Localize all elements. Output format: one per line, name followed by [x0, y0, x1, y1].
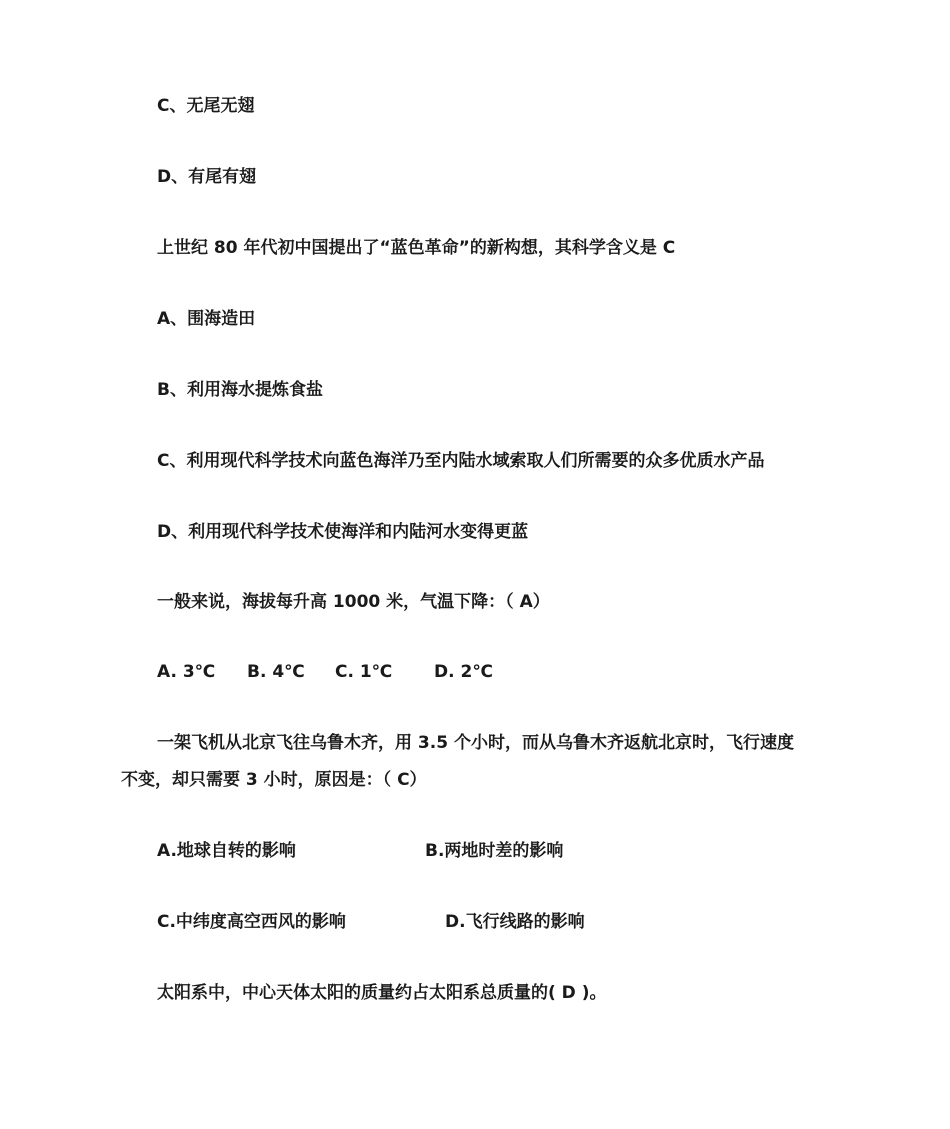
plane-question-line-1: 一架飞机从北京飞往乌鲁木齐，用 3.5 个小时，而从乌鲁木齐返航北京时，飞行速度: [157, 733, 794, 753]
blue-revolution-option-c: C、利用现代科学技术向蓝色海洋乃至内陆水域索取人们所需要的众多优质水产品: [157, 451, 765, 471]
blue-revolution-question: 上世纪 80 年代初中国提出了“蓝色革命”的新构想，其科学含义是 C: [157, 238, 676, 258]
option-c-no-tail-no-wings: C、无尾无翅: [157, 96, 255, 116]
temp-option-a: A. 3℃: [157, 662, 216, 682]
blue-revolution-option-b: B、利用海水提炼食盐: [157, 380, 323, 400]
plane-question-line-2: 不变，却只需要 3 小时，原因是：（ C）: [121, 770, 427, 790]
blue-revolution-option-a: A、围海造田: [157, 309, 256, 329]
solar-system-question: 太阳系中，中心天体太阳的质量约占太阳系总质量的( D )。: [157, 983, 607, 1003]
blue-revolution-option-d: D、利用现代科学技术使海洋和内陆河水变得更蓝: [157, 522, 529, 542]
plane-option-d: D.飞行线路的影响: [445, 912, 585, 932]
plane-option-c: C.中纬度高空西风的影响: [157, 912, 346, 932]
temp-option-d: D. 2℃: [434, 662, 493, 682]
temp-option-c: C. 1℃: [335, 662, 393, 682]
temp-option-b: B. 4℃: [247, 662, 305, 682]
plane-option-a: A.地球自转的影响: [157, 841, 296, 861]
plane-option-b: B.两地时差的影响: [425, 841, 564, 861]
altitude-temperature-question: 一般来说，海拔每升高 1000 米，气温下降：（ A）: [157, 592, 550, 612]
option-d-tail-and-wings: D、有尾有翅: [157, 167, 257, 187]
